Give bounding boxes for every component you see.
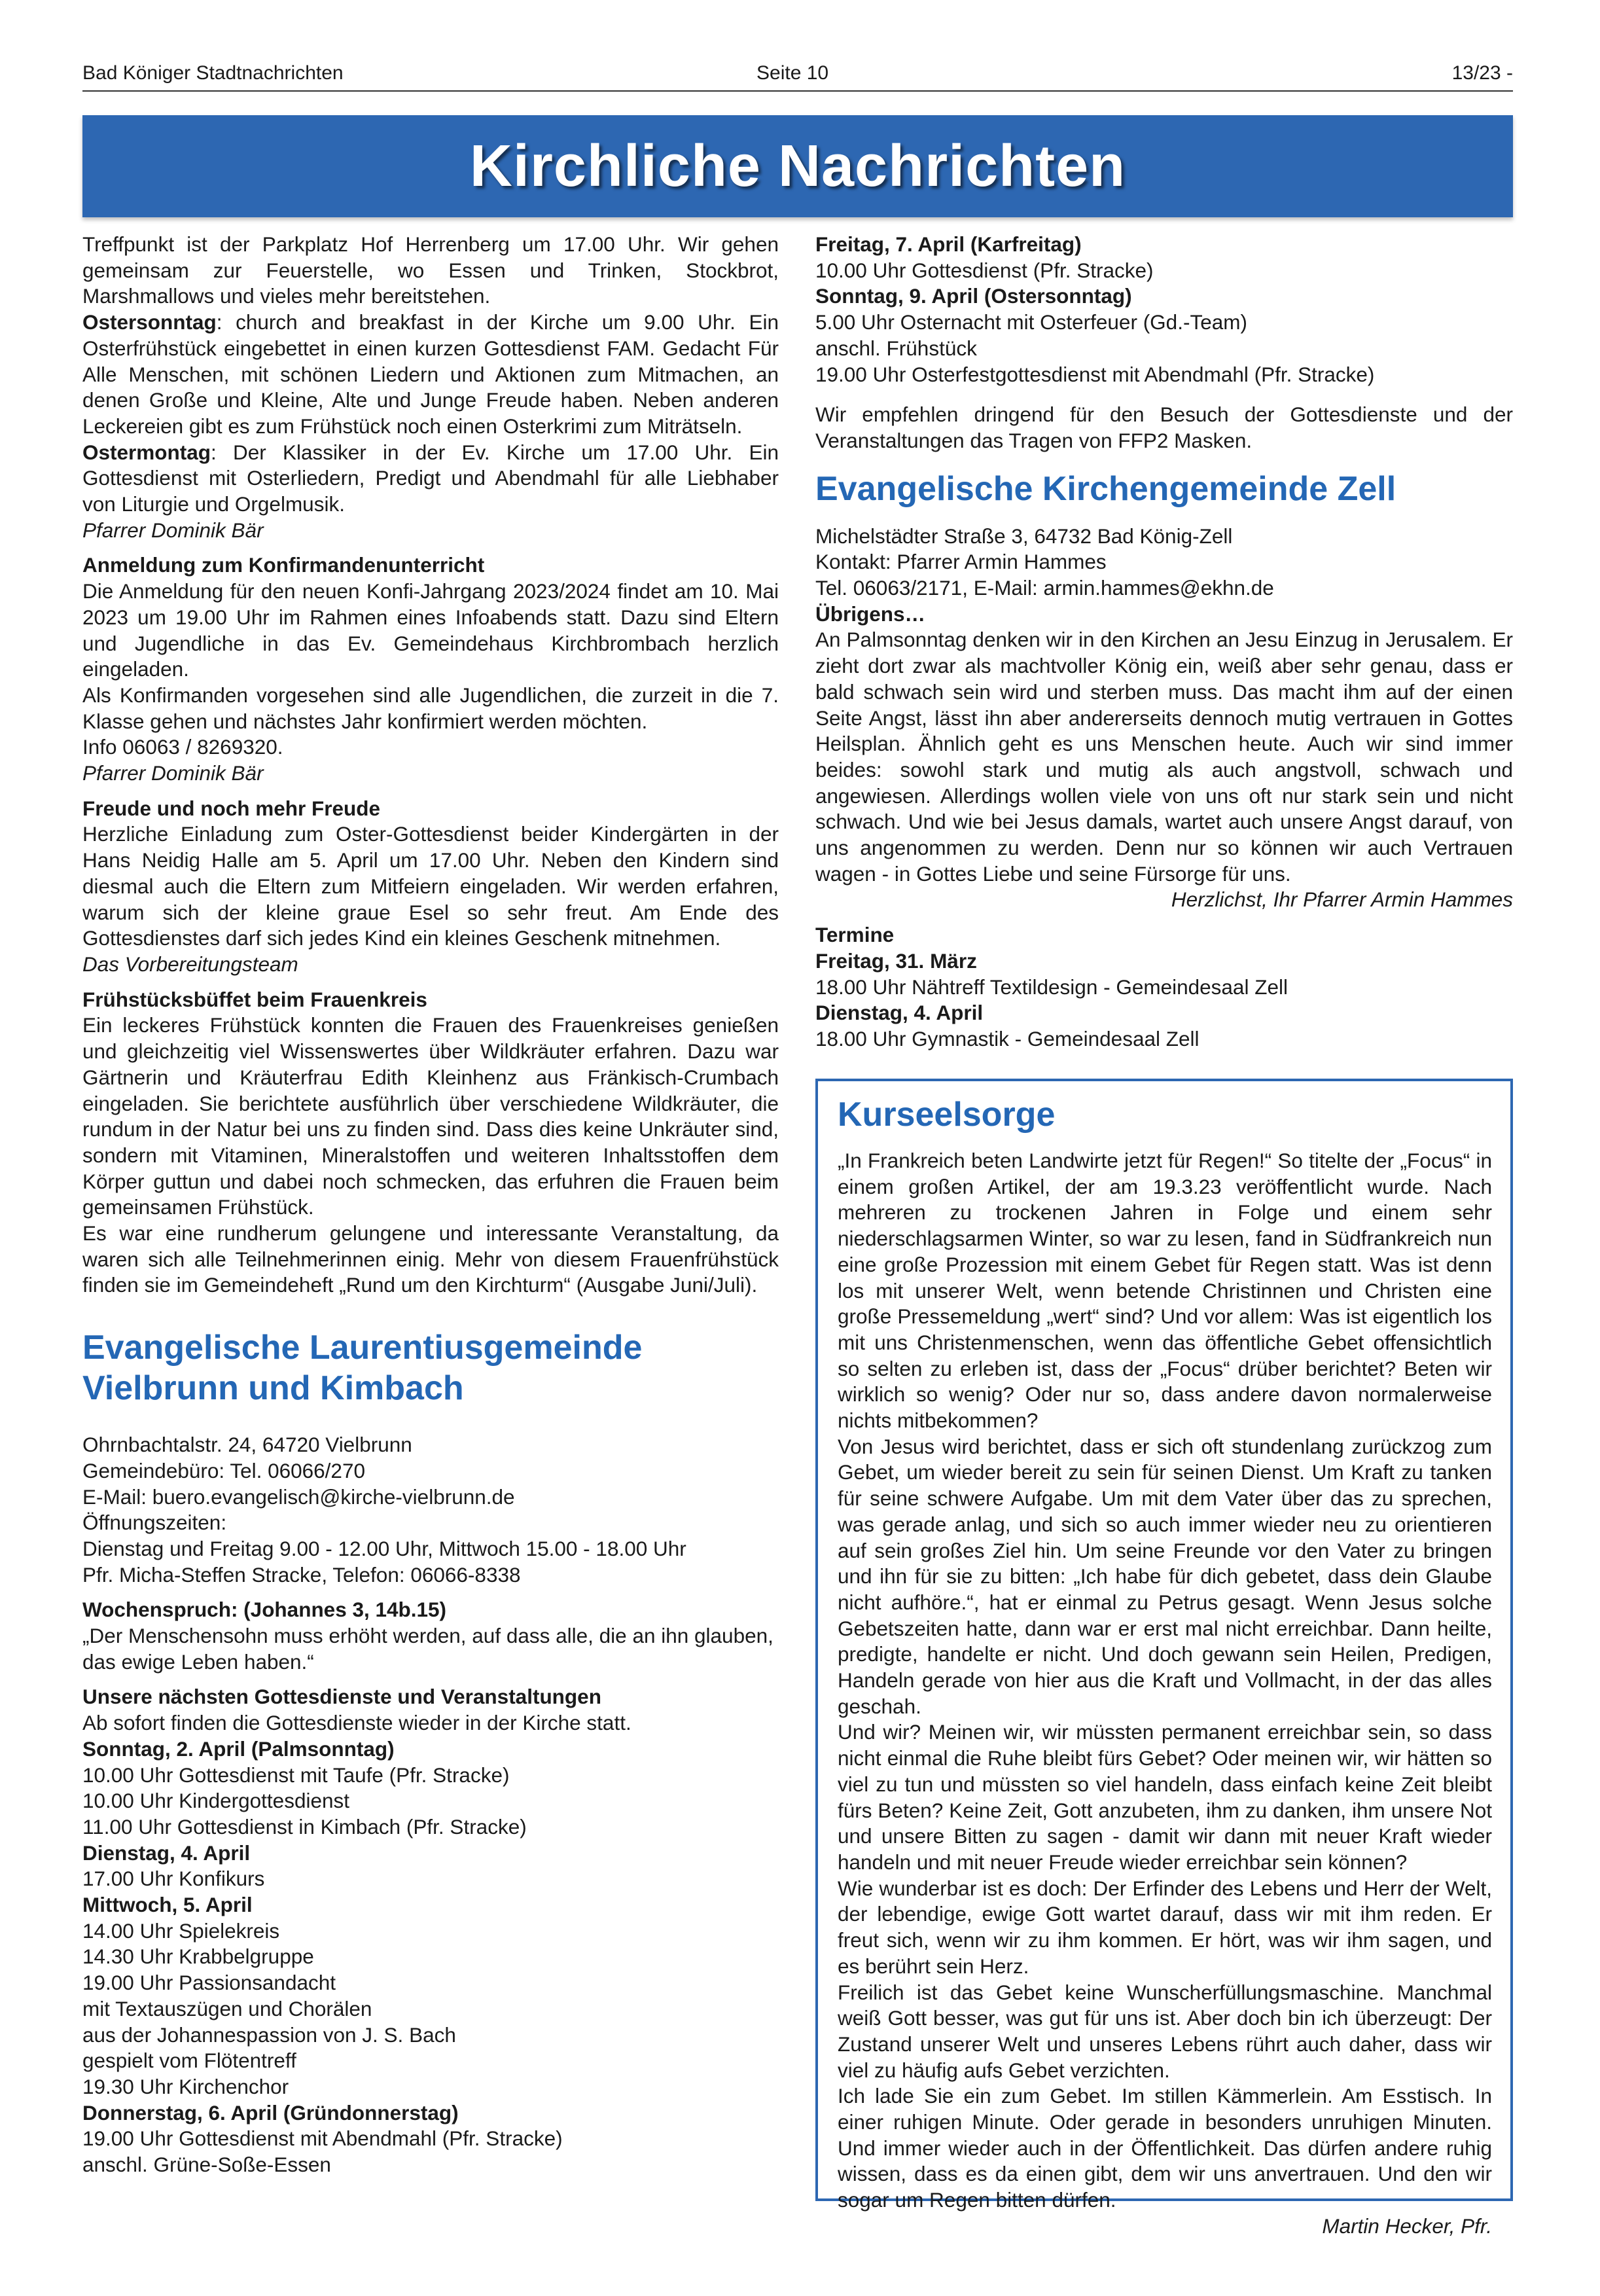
paragraph: Als Konfirmanden vorgesehen sind alle Jugendlichen, die zurzeit in die 7. Klasse gehen und nächstes Jahr konfirmiert werden möchten.: [82, 683, 779, 733]
paragraph: Wie wunderbar ist es doch: Der Erfinder des Lebens und Herr der Welt, der lebendige, ewige Gott wartet darauf, dass wir mit ihm reden. Er freut sich, wenn wir zu ihm kommen. Er hört, was wir ihm sagen, und es berührt sein Herz.: [838, 1876, 1492, 1978]
subheading: Unsere nächsten Gottesdienste und Veranstaltungen: [82, 1685, 601, 1709]
schedule-date: Freitag, 7. April (Karfreitag): [815, 232, 1082, 256]
kurseelsorge-box: [815, 1079, 1513, 2238]
address-line: Gemeindebüro: Tel. 06066/270: [82, 1458, 365, 1482]
subheading: Übrigens…: [815, 601, 926, 626]
paragraph: [82, 310, 779, 440]
schedule-entry: gespielt vom Flötentreff: [82, 2049, 296, 2073]
left-column: [82, 232, 779, 2178]
kurseelsorge-text: [838, 1148, 1492, 2214]
schedule-entry: aus der Johannespassion von J. S. Bach: [82, 2022, 456, 2047]
subheading: Anmeldung zum Konfirmandenunterricht: [82, 553, 485, 577]
paragraph: Es war eine rundherum gelungene und interessante Veranstaltung, da waren sich alle Teilnehmerinnen einig. Mehr von diesem Frauenfrühstück finden sie im Gemeindeheft „Rund um den Kirchturm“ (Ausgabe Juni/Juli).: [82, 1221, 779, 1297]
text: : church and breakfast in der Kirche um 9.00 Uhr. Ein Osterfrühstück eingebettet in einen kurzen Gottesdienst FAM. Gedacht Für Alle Menschen, mit schönen Liedern und Aktionen zum Mitmachen, an denen Große und Kleine, Alte und Junge Freude haben. Neben anderen Leckereien gibt es zum Frühstück noch einen Osterkrimi zum Miträtseln.: [82, 310, 779, 438]
section-heading: Evangelische Kirchengemeinde Zell: [815, 469, 1396, 508]
schedule-date: Sonntag, 2. April (Palmsonntag): [82, 1736, 395, 1761]
schedule-entry: 18.00 Uhr Gymnastik - Gemeindesaal Zell: [815, 1026, 1200, 1050]
paragraph: „Der Menschensohn muss erhöht werden, auf dass alle, die an ihn glauben, das ewige Leben haben.“: [82, 1624, 773, 1674]
subheading: Freude und noch mehr Freude: [82, 796, 381, 820]
schedule-list: [82, 1736, 779, 2178]
schedule-entry: anschl. Grüne-Soße-Essen: [82, 2153, 331, 2177]
paragraph: Freilich ist das Gebet keine Wunscherfüllungsmaschine. Manchmal weiß Gott besser, was gut für uns ist. Aber doch bin ich überzeugt: Der Zustand unserer Welt und unseres Lebens rührt auch daher, dass wir viel zu häufig aufs Gebet verzichten.: [838, 1980, 1492, 2082]
paragraph: Und wir? Meinen wir, wir müssten permanent erreichbar sein, so dass nicht einmal die Ruhe bleibt fürs Gebet? Oder meinen wir, wir hätten so viel zu tun und müssten so viel handeln, dass einfach keine Zeit bleibt fürs Beten? Keine Zeit, Gott anzubeten, ihm zu danken, ihm unsere Not und unsere Bitten zu sagen - damit wir dann mit neuer Kraft wieder handeln und mit neuer Freude wieder erreichbar sein können?: [838, 1720, 1492, 1874]
schedule-entry: 10.00 Uhr Gottesdienst mit Taufe (Pfr. Stracke): [82, 1763, 510, 1787]
subheading: Wochenspruch: (Johannes 3, 14b.15): [82, 1598, 447, 1622]
schedule-date: Sonntag, 9. April (Ostersonntag): [815, 284, 1132, 308]
schedule-entry: 19.00 Uhr Gottesdienst mit Abendmahl (Pfr. Stracke): [82, 2126, 563, 2151]
publication-name: Bad Königer Stadtnachrichten: [82, 62, 344, 84]
paragraph: Herzliche Einladung zum Oster-Gottesdienst beider Kindergärten in der Hans Neidig Halle am 5. April um 17.00 Uhr. Neben den Kindern sind diesmal auch die Eltern zum Mitfeiern eingeladen. Wir werden erfahren, warum sich der kleine graue Esel so sehr freut. Am Ende des Gottesdienstes darf sich jedes Kind ein kleines Geschenk mitnehmen.: [82, 822, 779, 950]
schedule-entry: 10.00 Uhr Gottesdienst (Pfr. Stracke): [815, 258, 1154, 282]
text: : Der Klassiker in der Ev. Kirche um 17.00 Uhr. Ein Gottesdienst mit Osterliedern, Predigt und Abendmahl für alle Liebhaber von Liturgie und Orgelmusik.: [82, 440, 779, 516]
issue-number: 13/23 -: [1451, 62, 1513, 84]
address-line: Ohrnbachtalstr. 24, 64720 Vielbrunn: [82, 1433, 412, 1457]
schedule-entry: 19.30 Uhr Kirchenchor: [82, 2075, 289, 2098]
schedule-entry: 19.00 Uhr Osterfestgottesdienst mit Abendmahl (Pfr. Stracke): [815, 362, 1375, 386]
address-line: Kontakt: Pfarrer Armin Hammes: [815, 550, 1107, 574]
schedule-entry: mit Textauszügen und Chorälen: [82, 1996, 372, 2020]
address-line: Dienstag und Freitag 9.00 - 12.00 Uhr, Mittwoch 15.00 - 18.00 Uhr: [82, 1536, 686, 1560]
schedule-entry: 18.00 Uhr Nähtreff Textildesign - Gemeindesaal Zell: [815, 975, 1288, 999]
section-banner: [82, 115, 1513, 217]
right-column: [815, 232, 1513, 1052]
signature: Das Vorbereitungsteam: [82, 952, 298, 976]
address-line: Michelstädter Straße 3, 64732 Bad König-Zell: [815, 524, 1233, 548]
schedule-entry: 5.00 Uhr Osternacht mit Osterfeuer (Gd.-Team): [815, 310, 1247, 334]
paragraph: Wir empfehlen dringend für den Besuch der Gottesdienste und der Veranstaltungen das Tragen von FFP2 Masken.: [815, 403, 1513, 452]
paragraph: Info 06063 / 8269320.: [82, 735, 283, 759]
contact-line: Tel. 06063/2171, E-Mail: armin.hammes@ekhn.de: [815, 576, 1274, 600]
signature: Herzlichst, Ihr Pfarrer Armin Hammes: [1171, 888, 1513, 912]
section-heading: Evangelische Laurentiusgemeinde Vielbrunn und Kimbach: [82, 1329, 643, 1408]
schedule-entry: 17.00 Uhr Konfikurs: [82, 1867, 265, 1891]
paragraph: Ich lade Sie ein zum Gebet. Im stillen Kämmerlein. Am Esstisch. In einer ruhigen Minute. Oder gerade in besonders unruhigen Minuten. Und immer wieder auch in der Öffentlichkeit. Das dürfen andere ruhig wissen, dass es da einen gibt, dem wir uns anvertrauen. Und den wir sogar um Regen bitten dürfen.: [838, 2084, 1492, 2212]
signature: Pfarrer Dominik Bär: [82, 761, 264, 785]
schedule-list: [815, 232, 1513, 387]
paragraph: Ab sofort finden die Gottesdienste wieder in der Kirche statt.: [82, 1711, 631, 1735]
label: Ostermontag: [82, 440, 211, 464]
schedule-date: Donnerstag, 6. April (Gründonnerstag): [82, 2100, 459, 2125]
schedule-date: Termine: [815, 923, 895, 947]
schedule-date: Mittwoch, 5. April: [82, 1893, 253, 1917]
paragraph: An Palmsonntag denken wir in den Kirchen an Jesu Einzug in Jerusalem. Er zieht dort zwar als machtvoller König ein, weiß aber sehr genau, dass er bald schwach sein wird und sterben muss. Das macht ihm auf der einen Seite Angst, lässt ihn aber andererseits dennoch mutig vertrauen in Gottes Heilsplan. Ähnlich geht es uns Menschen heute. Auch wir sind immer beides: sowohl stark und mutig als auch angstvoll, schwach und angewiesen. Allerdings wollen viele von uns oft nur stark sein und nicht schwach. Und wie bei Jesus damals, wartet auch unsere Angst darauf, von uns angenommen zu werden. Denn nur so können wir auch Vertrauen wagen - in Gottes Liebe und seine Fürsorge für uns.: [815, 628, 1513, 886]
address-line: Pfr. Micha-Steffen Stracke, Telefon: 06066-8338: [82, 1562, 521, 1587]
address-line: Öffnungszeiten:: [82, 1511, 227, 1535]
paragraph: Von Jesus wird berichtet, dass er sich oft stundenlang zurückzog zum Gebet, um wieder bereit zu sein für seinen Dienst. Um Kraft zu tanken für seine schwere Aufgabe. Um mit dem Vater über das zu sprechen, was gerade anlag, und sich so auch immer wieder neu zu orientieren auf sein großes Ziel hin. Um seine Freunde vor den Vater zu bringen und ihn für sie zu bitten: „Ich habe für dich gebetet, dass dein Glaube nicht aufhöre.“, hat er einmal zu Petrus gesagt. Wenn Jesus solche Gebetszeiten hatte, dann war er erst mal nicht erreichbar. Dann heilte, predigte, handelte er nicht. Und doch gewann sein Heilen, Predigen, Handeln gerade von hier aus die Kraft und Vollmacht, in der das alles geschah.: [838, 1434, 1492, 1718]
paragraph: Treffpunkt ist der Parkplatz Hof Herrenberg um 17.00 Uhr. Wir gehen gemeinsam zur Feuerstelle, wo Essen und Trinken, Stockbrot, Marshmallows und vieles mehr bereitstehen.: [82, 232, 779, 308]
signature: Pfarrer Dominik Bär: [82, 518, 264, 542]
schedule-entry: anschl. Frühstück: [815, 336, 977, 360]
signature: Martin Hecker, Pfr.: [1322, 2214, 1492, 2238]
paragraph: Ein leckeres Frühstück konnten die Frauen des Frauenkreises genießen und gleichzeitig viel Wissenswertes über Wildkräuter erfahren. Dazu war Gärtnerin und Kräuterfrau Edith Kleinhenz aus Fränkisch-Crumbach eingeladen. Sie berichtete ausführlich über verschiedene Wildkräuter, die rundum in der Natur bei uns zu finden sind. Dass dies keine Unkräuter sind, sondern mit Vitaminen, Mineralstoffen und weiteren Inhaltsstoffen dem Körper guttun und dabei noch schmecken, das erfuhren die Frauen beim gemeinsamen Frühstück.: [82, 1013, 779, 1219]
section-title: Kirchliche Nachrichten: [469, 134, 1126, 199]
termine-list: [815, 922, 1513, 1052]
schedule-entry: 14.00 Uhr Spielekreis: [82, 1918, 280, 1943]
paragraph: [82, 440, 779, 518]
email-link[interactable]: E-Mail: buero.evangelisch@kirche-vielbrunn.de: [82, 1484, 515, 1509]
schedule-entry: 19.00 Uhr Passionsandacht: [82, 1971, 336, 1995]
schedule-entry: 14.30 Uhr Krabbelgruppe: [82, 1945, 314, 1969]
paragraph: Die Anmeldung für den neuen Konfi-Jahrgang 2023/2024 findet am 10. Mai 2023 um 19.00 Uhr im Rahmen eines Infoabends statt. Dazu sind Eltern und Jugendliche in das Ev. Gemeindehaus Kirchbrombach herzlich eingeladen.: [82, 579, 779, 681]
paragraph: „In Frankreich beten Landwirte jetzt für Regen!“ So titelte der „Focus“ in einem großen Artikel, der am 19.3.23 veröffentlicht wurde. Nach mehreren zu trockenen Jahren in Folge und einem sehr niederschlagsarmen Winter, so war zu lesen, fand in Südfrankreich nun eine große Prozession mit einem Gebet für Regen statt. Was ist denn los mit unserer Welt, wenn betende Christinnen und Christen eine große Pressemeldung „wert“ sind? Und vor allem: Was ist eigentlich los mit uns Christenmenschen, wenn das öffentliche Gebet offensichtlich so selten zu erleben ist, dass der „Focus“ drüber berichtet? Beten wir wirklich so wenig? Oder nur so, dass andere davon normalerweise nichts mitbekommen?: [838, 1149, 1492, 1433]
running-header: [82, 60, 1513, 92]
schedule-entry: 11.00 Uhr Gottesdienst in Kimbach (Pfr. Stracke): [82, 1814, 527, 1839]
schedule-entry: 10.00 Uhr Kindergottesdienst: [82, 1789, 350, 1813]
schedule-date: Freitag, 31. März: [815, 948, 977, 973]
page-number: Seite 10: [756, 62, 829, 84]
label: Ostersonntag: [82, 310, 217, 334]
schedule-date: Dienstag, 4. April: [815, 1001, 984, 1025]
subheading: Frühstücksbüffet beim Frauenkreis: [82, 987, 427, 1011]
schedule-date: Dienstag, 4. April: [82, 1840, 251, 1865]
section-heading: Kurseelsorge: [838, 1096, 1056, 1134]
